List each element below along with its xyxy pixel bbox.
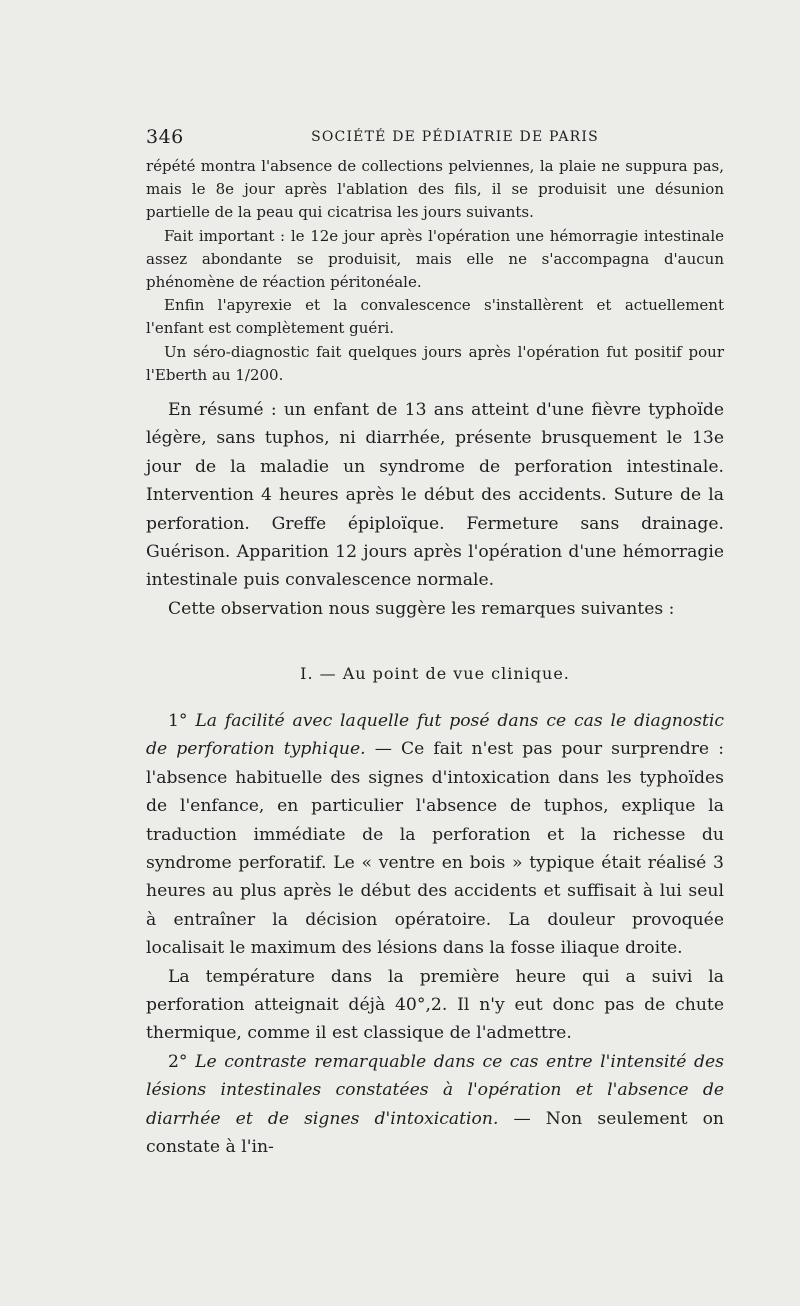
section-heading: I. — Au point de vue clinique. [300, 664, 570, 683]
remark-2-text: — Non seulement on constate à l'in- [146, 1108, 724, 1158]
remark-1-continuation: La température dans la première heure qui a suivi la perforation atteignait déjà 40°,2. Il n'y eut donc pas de chute thermique, comme il est classique de l'admettre. [146, 966, 724, 1044]
remark-1 [146, 707, 724, 963]
case-paragraph-3: Enfin l'apyrexie et la convalescence s'installèrent et actuellement l'enfant est complètement guéri. [146, 296, 724, 338]
remarks-section [146, 707, 724, 1162]
page-number: 346 [146, 126, 184, 148]
remark-1-title: La facilité avec laquelle fut posé dans ce cas le diagnostic de perforation typhique. [146, 711, 724, 760]
remark-2-label: 2° [168, 1051, 196, 1072]
case-paragraph-4: Un séro-diagnostic fait quelques jours après l'opération fut positif pour l'Eberth au 1/200. [146, 342, 724, 384]
case-report-section [146, 155, 724, 387]
remark-2-title: Le contraste remarquable dans ce cas entre l'intensité des lésions intestinales constatées à l'opération et l'absence de diarrhée et de signes d'intoxication. [146, 1051, 724, 1129]
case-paragraph-1: répété montra l'absence de collections pelviennes, la plaie ne suppura pas, mais le 8e jour après l'ablation des fils, il se produisit une désunion partielle de la peau qui cicatrisa les jours suivants. [146, 157, 724, 222]
page-header [146, 126, 724, 150]
running-title: SOCIÉTÉ DE PÉDIATRIE DE PARIS [311, 129, 599, 145]
remark-2 [146, 1048, 724, 1162]
remark-1-label: 1° [168, 711, 196, 731]
summary-paragraph: En résumé : un enfant de 13 ans atteint d'une fièvre typhoïde légère, sans tuphos, ni diarrhée, présente brusquement le 13e jour de la maladie un syndrome de perforation intestinale. Intervention 4 heures après le début des accidents. Suture de la perforation. Greffe épiploïque. Fermeture sans drainage. Guérison. Apparition 12 jours après l'opération d'une hémorragie intestinale puis convalescence normale. [146, 400, 724, 591]
summary-transition: Cette observation nous suggère les remarques suivantes : [168, 598, 675, 619]
case-paragraph-2: Fait important : le 12e jour après l'opération une hémorragie intestinale assez abondante se produisit, mais elle ne s'accompagna d'aucun phénomène de réaction péritonéale. [146, 226, 724, 292]
summary-section [146, 396, 724, 623]
remark-1-text: — Ce fait n'est pas pour surprendre : l'absence habituelle des signes d'intoxication dans les typhoïdes de l'enfance, en particulier l'absence de tuphos, explique la traduction immédiate de la perforation et la richesse du syndrome perforatif. Le « ventre en bois » typique était réalisé 3 heures au plus après le début des accidents et suffisait à lui seul à entraîner la décision opératoire. La douleur provoquée localisait le maximum des lésions dans la fosse iliaque droite. [146, 739, 724, 959]
